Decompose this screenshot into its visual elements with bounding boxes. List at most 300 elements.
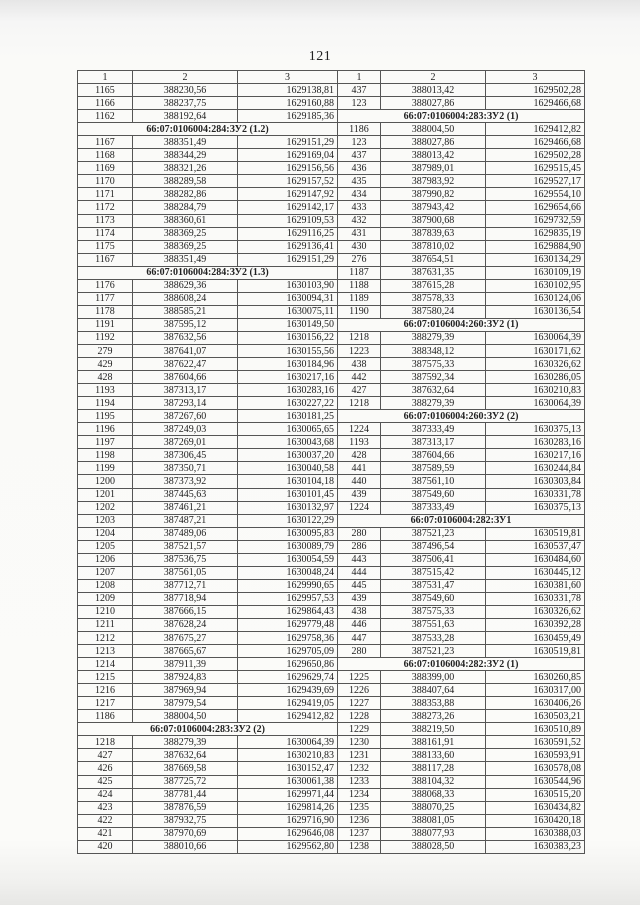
point-number-cell: 1236 [338,814,381,827]
y-coordinate-cell: 1630043,68 [238,436,338,449]
x-coordinate-cell: 387575,33 [381,605,486,618]
point-number-cell: 1176 [78,279,133,292]
y-coordinate-cell: 1630303,84 [486,475,585,488]
y-coordinate-cell: 1630484,60 [486,553,585,566]
y-coordinate-cell: 1629156,56 [238,162,338,175]
y-coordinate-cell: 1630326,62 [486,605,585,618]
point-number-cell: 435 [338,175,381,188]
y-coordinate-cell: 1629185,36 [238,110,338,123]
point-number-cell: 1198 [78,449,133,462]
x-coordinate-cell: 387990,82 [381,188,486,201]
y-coordinate-cell: 1630184,96 [238,358,338,371]
table-row [78,344,585,357]
point-number-cell: 432 [338,214,381,227]
y-coordinate-cell: 1629169,04 [238,149,338,162]
y-coordinate-cell: 1630101,45 [238,488,338,501]
y-coordinate-cell: 1630503,21 [486,710,585,723]
point-number-cell: 439 [338,592,381,605]
table-row [78,84,585,97]
y-coordinate-cell: 1630217,16 [238,371,338,384]
y-coordinate-cell: 1630244,84 [486,462,585,475]
y-coordinate-cell: 1629151,29 [238,253,338,266]
point-number-cell: 1234 [338,788,381,801]
y-coordinate-cell: 1630181,25 [238,410,338,423]
point-number-cell: 1223 [338,344,381,357]
table-row [78,736,585,749]
x-coordinate-cell: 387506,41 [381,553,486,566]
parcel-section-heading: 66:07:0106004:282:ЗУ1 [338,514,585,527]
point-number-cell: 444 [338,566,381,579]
x-coordinate-cell: 387521,23 [381,645,486,658]
point-number-cell: 1228 [338,710,381,723]
x-coordinate-cell: 387461,21 [133,501,238,514]
point-number-cell: 425 [78,775,133,788]
y-coordinate-cell: 1630317,00 [486,684,585,697]
x-coordinate-cell: 387669,58 [133,762,238,775]
point-number-cell: 1162 [78,110,133,123]
table-row [78,214,585,227]
table-row [78,671,585,684]
x-coordinate-cell: 388104,32 [381,775,486,788]
point-number-cell: 1217 [78,697,133,710]
table-row [78,371,585,384]
y-coordinate-cell: 1629116,25 [238,227,338,240]
point-number-cell: 1186 [338,123,381,136]
x-coordinate-cell: 387911,39 [133,658,238,671]
point-number-cell: 280 [338,527,381,540]
point-number-cell: 429 [78,358,133,371]
table-row [78,201,585,214]
x-coordinate-cell: 387350,71 [133,462,238,475]
point-number-cell: 1191 [78,318,133,331]
y-coordinate-cell: 1629554,10 [486,188,585,201]
column-header: 3 [238,71,338,84]
y-coordinate-cell: 1630171,62 [486,344,585,357]
x-coordinate-cell: 387333,49 [381,501,486,514]
point-number-cell: 446 [338,618,381,631]
x-coordinate-cell: 387533,28 [381,632,486,645]
page-number: 121 [308,49,332,64]
x-coordinate-cell: 388068,33 [381,788,486,801]
x-coordinate-cell: 387249,03 [133,423,238,436]
y-coordinate-cell: 1629147,92 [238,188,338,201]
x-coordinate-cell: 387970,69 [133,827,238,840]
table-row [78,384,585,397]
x-coordinate-cell: 388407,64 [381,684,486,697]
point-number-cell: 1168 [78,149,133,162]
point-number-cell: 433 [338,201,381,214]
table-row [78,697,585,710]
x-coordinate-cell: 388629,36 [133,279,238,292]
table-row [78,684,585,697]
y-coordinate-cell: 1629732,59 [486,214,585,227]
y-coordinate-cell: 1630388,03 [486,827,585,840]
point-number-cell: 426 [78,762,133,775]
y-coordinate-cell: 1630578,08 [486,762,585,775]
x-coordinate-cell: 388013,42 [381,84,486,97]
x-coordinate-cell: 387549,60 [381,488,486,501]
table-row [78,723,585,736]
y-coordinate-cell: 1629439,69 [238,684,338,697]
point-number-cell: 1216 [78,684,133,697]
x-coordinate-cell: 388282,86 [133,188,238,201]
point-number-cell: 1202 [78,501,133,514]
y-coordinate-cell: 1630591,52 [486,736,585,749]
y-coordinate-cell: 1630109,19 [486,266,585,279]
point-number-cell: 286 [338,540,381,553]
x-coordinate-cell: 388279,39 [133,736,238,749]
x-coordinate-cell: 388237,75 [133,97,238,110]
table-row [78,410,585,423]
x-coordinate-cell: 387839,63 [381,227,486,240]
x-coordinate-cell: 388348,12 [381,344,486,357]
y-coordinate-cell: 1629151,29 [238,136,338,149]
column-header: 3 [486,71,585,84]
x-coordinate-cell: 387589,59 [381,462,486,475]
parcel-section-heading: 66:07:0106004:282:ЗУ2 (1) [338,658,585,671]
x-coordinate-cell: 388585,21 [133,305,238,318]
y-coordinate-cell: 1629109,53 [238,214,338,227]
x-coordinate-cell: 387515,42 [381,566,486,579]
column-header: 1 [78,71,133,84]
y-coordinate-cell: 1629990,65 [238,579,338,592]
y-coordinate-cell: 1629705,09 [238,645,338,658]
parcel-section-heading: 66:07:0106004:284:ЗУ2 (1.2) [78,123,338,136]
table-row [78,110,585,123]
table-row [78,149,585,162]
parcel-section-heading: 66:07:0106004:283:ЗУ2 (1) [338,110,585,123]
x-coordinate-cell: 387267,60 [133,410,238,423]
parcel-section-heading: 66:07:0106004:283:ЗУ2 (2) [78,723,338,736]
x-coordinate-cell: 387561,05 [133,566,238,579]
point-number-cell: 1207 [78,566,133,579]
table-row [78,710,585,723]
point-number-cell: 423 [78,801,133,814]
parcel-section-heading: 66:07:0106004:260:ЗУ2 (2) [338,410,585,423]
x-coordinate-cell: 387445,63 [133,488,238,501]
point-number-cell: 1237 [338,827,381,840]
y-coordinate-cell: 1630326,62 [486,358,585,371]
x-coordinate-cell: 387943,42 [381,201,486,214]
point-number-cell: 1189 [338,292,381,305]
x-coordinate-cell: 388004,50 [133,710,238,723]
x-coordinate-cell: 388353,88 [381,697,486,710]
point-number-cell: 1172 [78,201,133,214]
point-number-cell: 1166 [78,97,133,110]
point-number-cell: 123 [338,97,381,110]
y-coordinate-cell: 1629412,82 [238,710,338,723]
y-coordinate-cell: 1629758,36 [238,632,338,645]
table-row [78,358,585,371]
table-row [78,514,585,527]
y-coordinate-cell: 1630089,79 [238,540,338,553]
table-row [78,279,585,292]
point-number-cell: 443 [338,553,381,566]
table-row [78,318,585,331]
x-coordinate-cell: 387622,47 [133,358,238,371]
point-number-cell: 1213 [78,645,133,658]
y-coordinate-cell: 1630375,13 [486,501,585,514]
point-number-cell: 1224 [338,423,381,436]
table-row [78,305,585,318]
x-coordinate-cell: 387632,64 [133,749,238,762]
y-coordinate-cell: 1629646,08 [238,827,338,840]
point-number-cell: 1170 [78,175,133,188]
y-coordinate-cell: 1630065,65 [238,423,338,436]
table-row [78,762,585,775]
table-row [78,749,585,762]
table-row [78,175,585,188]
y-coordinate-cell: 1630519,81 [486,645,585,658]
point-number-cell: 1192 [78,331,133,344]
table-row [78,266,585,279]
y-coordinate-cell: 1630064,39 [486,331,585,344]
point-number-cell: 1171 [78,188,133,201]
table-row [78,566,585,579]
point-number-cell: 1167 [78,253,133,266]
x-coordinate-cell: 388161,91 [381,736,486,749]
point-number-cell: 428 [78,371,133,384]
point-number-cell: 1225 [338,671,381,684]
y-coordinate-cell: 1629971,44 [238,788,338,801]
y-coordinate-cell: 1630124,06 [486,292,585,305]
table-row [78,136,585,149]
x-coordinate-cell: 387675,27 [133,632,238,645]
y-coordinate-cell: 1630156,22 [238,331,338,344]
y-coordinate-cell: 1630515,20 [486,788,585,801]
point-number-cell: 436 [338,162,381,175]
y-coordinate-cell: 1630434,82 [486,801,585,814]
x-coordinate-cell: 388133,60 [381,749,486,762]
x-coordinate-cell: 388399,00 [381,671,486,684]
y-coordinate-cell: 1630510,89 [486,723,585,736]
point-number-cell: 279 [78,344,133,357]
y-coordinate-cell: 1630037,20 [238,449,338,462]
x-coordinate-cell: 387632,64 [381,384,486,397]
y-coordinate-cell: 1630217,16 [486,449,585,462]
point-number-cell: 1173 [78,214,133,227]
y-coordinate-cell: 1630392,28 [486,618,585,631]
point-number-cell: 1167 [78,136,133,149]
point-number-cell: 1208 [78,579,133,592]
point-number-cell: 440 [338,475,381,488]
point-number-cell: 1175 [78,240,133,253]
point-number-cell: 1232 [338,762,381,775]
y-coordinate-cell: 1629957,53 [238,592,338,605]
table-row [78,553,585,566]
point-number-cell: 276 [338,253,381,266]
table-row [78,423,585,436]
y-coordinate-cell: 1630136,54 [486,305,585,318]
table-row [78,814,585,827]
y-coordinate-cell: 1630122,29 [238,514,338,527]
table-row [78,827,585,840]
y-coordinate-cell: 1629502,28 [486,84,585,97]
y-coordinate-cell: 1629419,05 [238,697,338,710]
y-coordinate-cell: 1629629,74 [238,671,338,684]
point-number-cell: 421 [78,827,133,840]
y-coordinate-cell: 1630260,85 [486,671,585,684]
x-coordinate-cell: 387489,06 [133,527,238,540]
x-coordinate-cell: 387983,92 [381,175,486,188]
y-coordinate-cell: 1629412,82 [486,123,585,136]
table-row [78,292,585,305]
y-coordinate-cell: 1630283,16 [486,436,585,449]
point-number-cell: 1199 [78,462,133,475]
point-number-cell: 441 [338,462,381,475]
table-row [78,462,585,475]
table-row [78,632,585,645]
y-coordinate-cell: 1630593,91 [486,749,585,762]
x-coordinate-cell: 388192,64 [133,110,238,123]
y-coordinate-cell: 1629716,90 [238,814,338,827]
y-coordinate-cell: 1629527,17 [486,175,585,188]
point-number-cell: 1178 [78,305,133,318]
x-coordinate-cell: 387575,33 [381,358,486,371]
y-coordinate-cell: 1629515,45 [486,162,585,175]
point-number-cell: 1209 [78,592,133,605]
point-number-cell: 1186 [78,710,133,723]
x-coordinate-cell: 387604,66 [133,371,238,384]
y-coordinate-cell: 1629466,68 [486,136,585,149]
table-row [78,605,585,618]
y-coordinate-cell: 1630381,60 [486,579,585,592]
y-coordinate-cell: 1630227,22 [238,397,338,410]
table-row [78,188,585,201]
point-number-cell: 123 [338,136,381,149]
table-row [78,449,585,462]
column-header: 1 [338,71,381,84]
point-number-cell: 438 [338,358,381,371]
x-coordinate-cell: 387521,23 [381,527,486,540]
y-coordinate-cell: 1630075,11 [238,305,338,318]
x-coordinate-cell: 388369,25 [133,227,238,240]
point-number-cell: 445 [338,579,381,592]
y-coordinate-cell: 1630375,13 [486,423,585,436]
point-number-cell: 1201 [78,488,133,501]
x-coordinate-cell: 387595,12 [133,318,238,331]
x-coordinate-cell: 388081,05 [381,814,486,827]
table-row [78,501,585,514]
table-row [78,527,585,540]
y-coordinate-cell: 1630420,18 [486,814,585,827]
x-coordinate-cell: 387876,59 [133,801,238,814]
point-number-cell: 1177 [78,292,133,305]
x-coordinate-cell: 388013,42 [381,149,486,162]
y-coordinate-cell: 1630210,83 [238,749,338,762]
point-number-cell: 1205 [78,540,133,553]
y-coordinate-cell: 1629884,90 [486,240,585,253]
x-coordinate-cell: 387632,56 [133,331,238,344]
point-number-cell: 427 [338,384,381,397]
point-number-cell: 1231 [338,749,381,762]
point-number-cell: 1218 [338,331,381,344]
y-coordinate-cell: 1629562,80 [238,840,338,853]
point-number-cell: 1204 [78,527,133,540]
table-row [78,658,585,671]
point-number-cell: 1193 [78,384,133,397]
x-coordinate-cell: 387496,54 [381,540,486,553]
x-coordinate-cell: 387604,66 [381,449,486,462]
x-coordinate-cell: 387561,10 [381,475,486,488]
table-row [78,540,585,553]
x-coordinate-cell: 388369,25 [133,240,238,253]
table-row [78,488,585,501]
point-number-cell: 1206 [78,553,133,566]
x-coordinate-cell: 387531,47 [381,579,486,592]
y-coordinate-cell: 1630286,05 [486,371,585,384]
point-number-cell: 1194 [78,397,133,410]
y-coordinate-cell: 1630537,47 [486,540,585,553]
x-coordinate-cell: 387580,24 [381,305,486,318]
y-coordinate-cell: 1629160,88 [238,97,338,110]
point-number-cell: 280 [338,645,381,658]
y-coordinate-cell: 1630155,56 [238,344,338,357]
x-coordinate-cell: 387900,68 [381,214,486,227]
point-number-cell: 1215 [78,671,133,684]
y-coordinate-cell: 1630104,18 [238,475,338,488]
point-number-cell: 1218 [78,736,133,749]
point-number-cell: 1229 [338,723,381,736]
x-coordinate-cell: 387521,57 [133,540,238,553]
y-coordinate-cell: 1630152,47 [238,762,338,775]
x-coordinate-cell: 387810,02 [381,240,486,253]
x-coordinate-cell: 387665,67 [133,645,238,658]
x-coordinate-cell: 387313,17 [133,384,238,397]
x-coordinate-cell: 387969,94 [133,684,238,697]
x-coordinate-cell: 388351,49 [133,136,238,149]
point-number-cell: 422 [78,814,133,827]
table-row [78,775,585,788]
point-number-cell: 1210 [78,605,133,618]
point-number-cell: 1214 [78,658,133,671]
x-coordinate-cell: 388077,93 [381,827,486,840]
x-coordinate-cell: 388608,24 [133,292,238,305]
point-number-cell: 1165 [78,84,133,97]
x-coordinate-cell: 388219,50 [381,723,486,736]
point-number-cell: 1212 [78,632,133,645]
y-coordinate-cell: 1629136,41 [238,240,338,253]
x-coordinate-cell: 388321,26 [133,162,238,175]
point-number-cell: 1195 [78,410,133,423]
x-coordinate-cell: 387718,94 [133,592,238,605]
y-coordinate-cell: 1630102,95 [486,279,585,292]
table-row [78,97,585,110]
x-coordinate-cell: 387712,71 [133,579,238,592]
x-coordinate-cell: 387487,21 [133,514,238,527]
y-coordinate-cell: 1630283,16 [238,384,338,397]
x-coordinate-cell: 387932,75 [133,814,238,827]
x-coordinate-cell: 387628,24 [133,618,238,631]
parcel-section-heading: 66:07:0106004:260:ЗУ2 (1) [338,318,585,331]
point-number-cell: 428 [338,449,381,462]
table-row [78,240,585,253]
y-coordinate-cell: 1629502,28 [486,149,585,162]
x-coordinate-cell: 388117,28 [381,762,486,775]
point-number-cell: 1196 [78,423,133,436]
y-coordinate-cell: 1629779,48 [238,618,338,631]
y-coordinate-cell: 1630095,83 [238,527,338,540]
x-coordinate-cell: 387313,17 [381,436,486,449]
x-coordinate-cell: 388027,86 [381,97,486,110]
y-coordinate-cell: 1630544,96 [486,775,585,788]
table-row [78,162,585,175]
x-coordinate-cell: 387641,07 [133,344,238,357]
column-header: 2 [381,71,486,84]
table-row [78,331,585,344]
point-number-cell: 1187 [338,266,381,279]
point-number-cell: 1200 [78,475,133,488]
